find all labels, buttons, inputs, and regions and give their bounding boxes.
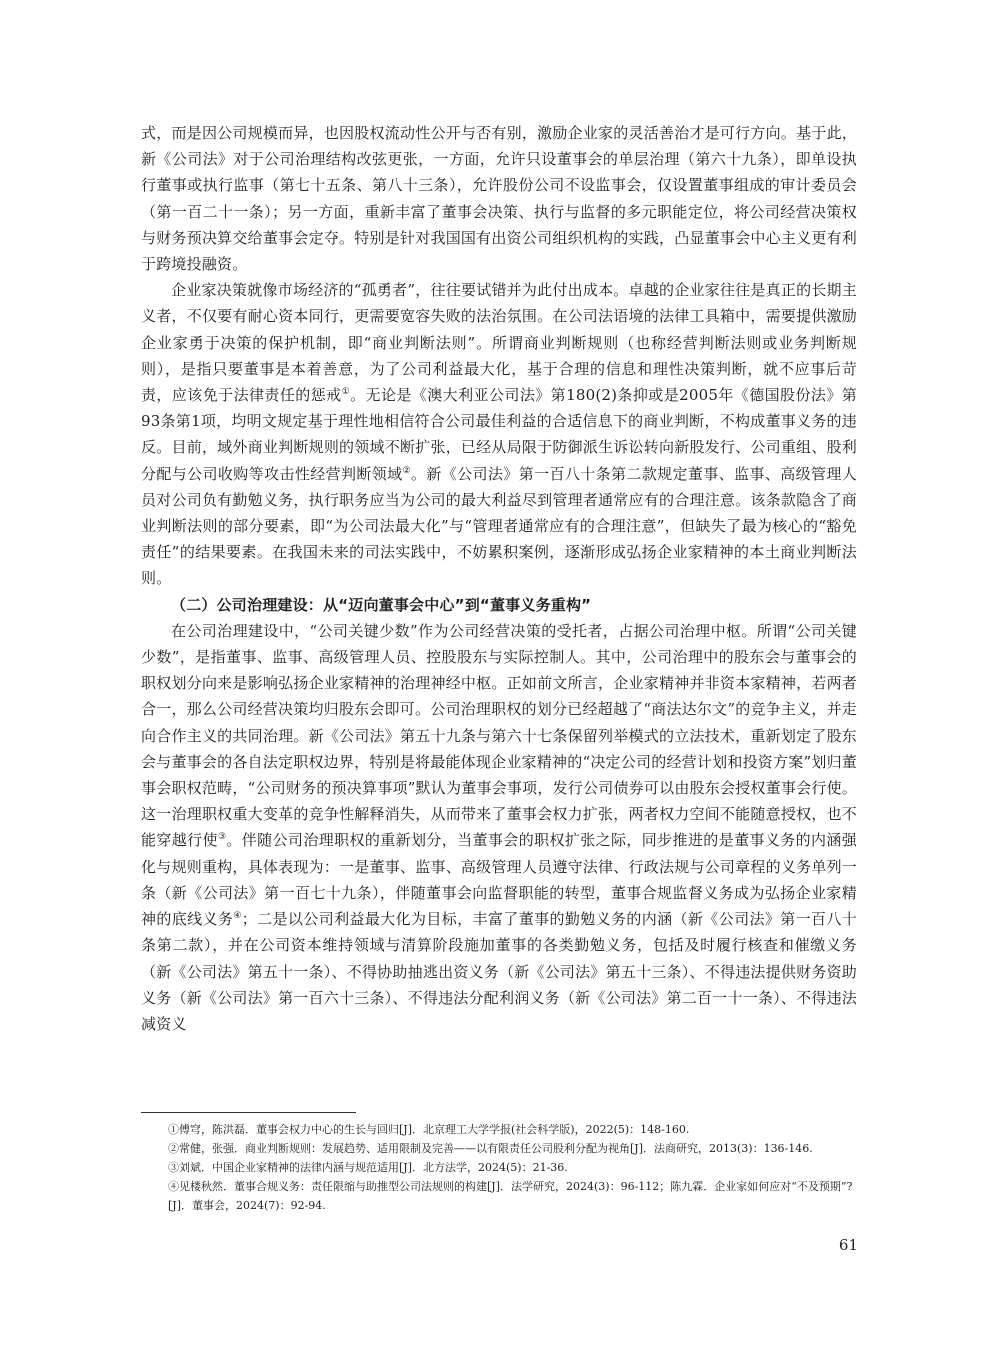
paragraph-2-part-a: 企业家决策就像市场经济的“孤勇者”，往往要试错并为此付出成本。卓越的企业家往往是真正的长期主义者，不仅要有耐心资本同行，更需要宽容失败的法治氛围。在公司法语境的法律工具箱中，需要提供激励企业家勇于决策的保护机制，即“商业判断法则”。所谓商业判断规则（也称经营判断法则或业务判断规则），是指只要董事是本着善意，为了公司利益最大化，基于合理的信息和理性决策判断，就不应事后苛责，应该免于法律责任的惩戒: [141, 281, 857, 405]
section-heading: （二）公司治理建设：从“迈向董事会中心”到“董事义务重构”: [171, 595, 592, 614]
paragraph-3: [141, 618, 857, 1037]
paragraph-2: [141, 277, 857, 591]
paragraph-3-part-a: 在公司治理建设中，“公司关键少数”作为公司经营决策的受托者，占据公司治理中枢。所谓“公司关键少数”，是指董事、监事、高级管理人员、控股股东与实际控制人。其中，公司治理中的股东会与董事会的职权划分向来是影响弘扬企业家精神的治理神经中枢。正如前文所言，企业家精神并非资本家精神，若两者合一，那么公司经营决策均归股东会即可。公司治理职权的划分已经超越了“商法达尔文”的竞争主义，并走向合作主义的共同治理。新《公司法》第五十九条与第六十七条保留列举模式的立法技术，重新划定了股东会与董事会的各自法定职权边界，特别是将最能体现企业家精神的“决定公司的经营计划和投资方案”划归董事会职权范畴，“公司财务的预决算事项”默认为董事会事项，发行公司债券可以由股东会授权董事会行使。这一治理职权重大变革的竞争性解释消失，从而带来了董事会权力扩张，两者权力空间不能随意授权，也不能穿越行使: [141, 621, 857, 850]
paragraph-2-part-b: 。无论是《澳大利亚公司法》第180(2)条抑或是2005年《德国股份法》第93条第1项，均明文规定基于理性地相信符合公司最佳利益的合适信息下的商业判断，不构成董事义务的违反。目前，域外商业判断规则的领域不断扩张，已经从局限于防御派生诉讼转向新股发行、公司重组、股利分配与公司收购等攻击性经营判断领域: [141, 386, 857, 483]
footnote-ref-3[interactable]: ③: [217, 832, 227, 843]
footnote-4: ④见楼秋然．董事合规义务：责任限缩与助推型公司法规则的构建[J]．法学研究，2024(3)：96-112；陈九霖．企业家如何应对“不及预期”?[J]．董事会，2024(7)：92-94.: [168, 1180, 853, 1212]
footnote-2: ②常健，张强．商业判断规则：发展趋势、适用限制及完善——以有限责任公司股利分配为视角[J]．法商研究，2013(3)：136-146.: [168, 1142, 813, 1155]
paragraph-2-part-c: 。新《公司法》第一百八十条第二款规定董事、监事、高级管理人员对公司负有勤勉义务，执行职务应当为公司的最大利益尽到管理者通常应有的合理注意。该条款隐含了商业判断法则的部分要素，即“为公司法最大化”与“管理者通常应有的合理注意”，但缺失了最为核心的“豁免责任”的结果要素。在我国未来的司法实践中，不妨累积案例，逐渐形成弘扬企业家精神的本土商业判断法则。: [141, 464, 857, 588]
paragraph-3-part-b: 。伴随公司治理职权的重新划分，当董事会的职权扩张之际，同步推进的是董事义务的内涵强化与规则重构，具体表现为：一是董事、监事、高级管理人员遵守法律、行政法规与公司章程的义务单列一条（新《公司法》第一百七十九条），伴随董事会向监督职能的转型，董事合规监督义务成为弘扬企业家精神的底线义务: [141, 831, 857, 929]
footnote-divider: [141, 1112, 356, 1113]
footnote-ref-4[interactable]: ④: [233, 911, 242, 922]
body-text: [141, 120, 857, 1037]
footnote-ref-2[interactable]: ②: [402, 465, 411, 476]
footnotes: [141, 1120, 857, 1215]
footnote-ref-1[interactable]: ①: [341, 387, 351, 398]
page-number: 61: [838, 1236, 858, 1254]
paragraph-3-part-c: ；二是以公司利益最大化为目标，丰富了董事的勤勉义务的内涵（新《公司法》第一百八十条第二款），并在公司资本维持领域与清算阶段施加董事的各类勤勉义务，包括及时履行核查和催缴义务（新《公司法》第五十一条）、不得协助抽逃出资义务（新《公司法》第五十三条）、不得违法提供财务资助义务（新《公司法》第一百六十三条）、不得违法分配利润义务（新《公司法》第二百一十一条）、不得违法减资义: [141, 910, 857, 1033]
footnote-3: ③刘斌．中国企业家精神的法律内涵与规范适用[J]．北方法学，2024(5)：21-36.: [168, 1161, 568, 1174]
footnote-1: ①傅穹，陈洪磊．董事会权力中心的生长与回归[J]．北京理工大学学报(社会科学版)，2022(5)：148-160.: [168, 1123, 690, 1136]
paragraph-1: 式，而是因公司规模而异，也因股权流动性公开与否有别，激励企业家的灵活善治才是可行方向。基于此，新《公司法》对于公司治理结构改弦更张，一方面，允许只设董事会的单层治理（第六十九条），即单设执行董事或执行监事（第七十五条、第八十三条），允许股份公司不设监事会，仅设置董事组成的审计委员会（第一百二十一条）；另一方面，重新丰富了董事会决策、执行与监督的多元职能定位，将公司经营决策权与财务预决算交给董事会定夺。特别是针对我国国有出资公司组织机构的实践，凸显董事会中心主义更有利于跨境投融资。: [141, 124, 857, 274]
